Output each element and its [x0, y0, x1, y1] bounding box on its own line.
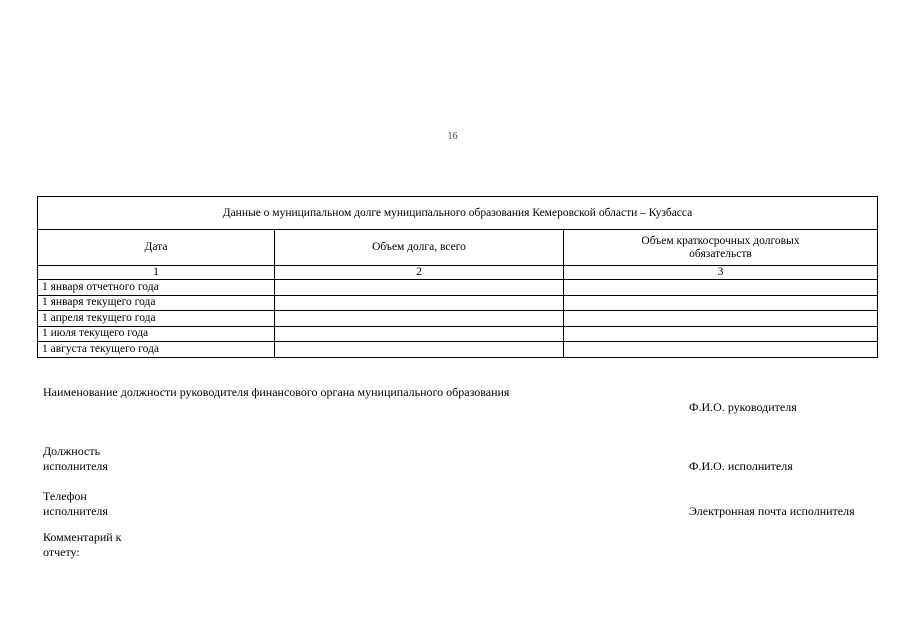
header-date: Дата	[38, 230, 275, 266]
short-term-cell[interactable]	[564, 326, 878, 342]
comment-line2: отчету:	[43, 544, 80, 559]
table-title-row	[38, 197, 878, 230]
phone-line2: исполнителя	[43, 503, 108, 518]
head-position-label: Наименование должности руководителя финансового органа муниципального образования	[43, 385, 510, 399]
date-cell: 1 июля текущего года	[38, 326, 275, 342]
phone-line1: Телефон	[43, 489, 87, 503]
table-row	[38, 342, 878, 358]
executor-position-line2: исполнителя	[43, 458, 108, 473]
date-cell: 1 апреля текущего года	[38, 311, 275, 327]
header-short-term-obligations: Объем краткосрочных долговых обязательств	[564, 230, 878, 266]
head-name-label: Ф.И.О. руководителя	[689, 400, 797, 414]
table-title: Данные о муниципальном долге муниципального образования Кемеровской области – Кузбасса	[38, 197, 878, 230]
date-cell: 1 января текущего года	[38, 295, 275, 311]
column-number: 1	[38, 266, 275, 280]
executor-position-line1: Должность	[43, 444, 101, 458]
municipal-debt-table	[37, 196, 878, 358]
short-term-cell[interactable]	[564, 311, 878, 327]
page-number: 16	[447, 131, 458, 142]
executor-position-label	[43, 444, 108, 473]
total-debt-cell[interactable]	[275, 326, 564, 342]
executor-name-label: Ф.И.О. исполнителя	[689, 459, 793, 473]
table-row	[38, 280, 878, 296]
phone-label	[43, 489, 108, 518]
date-cell: 1 августа текущего года	[38, 342, 275, 358]
column-number: 2	[275, 266, 564, 280]
total-debt-cell[interactable]	[275, 295, 564, 311]
total-debt-cell[interactable]	[275, 280, 564, 296]
column-numbers-row	[38, 266, 878, 280]
short-term-cell[interactable]	[564, 342, 878, 358]
short-term-cell[interactable]	[564, 295, 878, 311]
table-row	[38, 295, 878, 311]
comment-label	[43, 530, 122, 559]
table-header-row	[38, 230, 878, 266]
table-row	[38, 311, 878, 327]
comment-line1: Комментарий к	[43, 530, 122, 544]
short-term-cell[interactable]	[564, 280, 878, 296]
email-label: Электронная почта исполнителя	[689, 504, 855, 518]
column-number: 3	[564, 266, 878, 280]
total-debt-cell[interactable]	[275, 342, 564, 358]
total-debt-cell[interactable]	[275, 311, 564, 327]
table-row	[38, 326, 878, 342]
date-cell: 1 января отчетного года	[38, 280, 275, 296]
header-total-debt: Объем долга, всего	[275, 230, 564, 266]
